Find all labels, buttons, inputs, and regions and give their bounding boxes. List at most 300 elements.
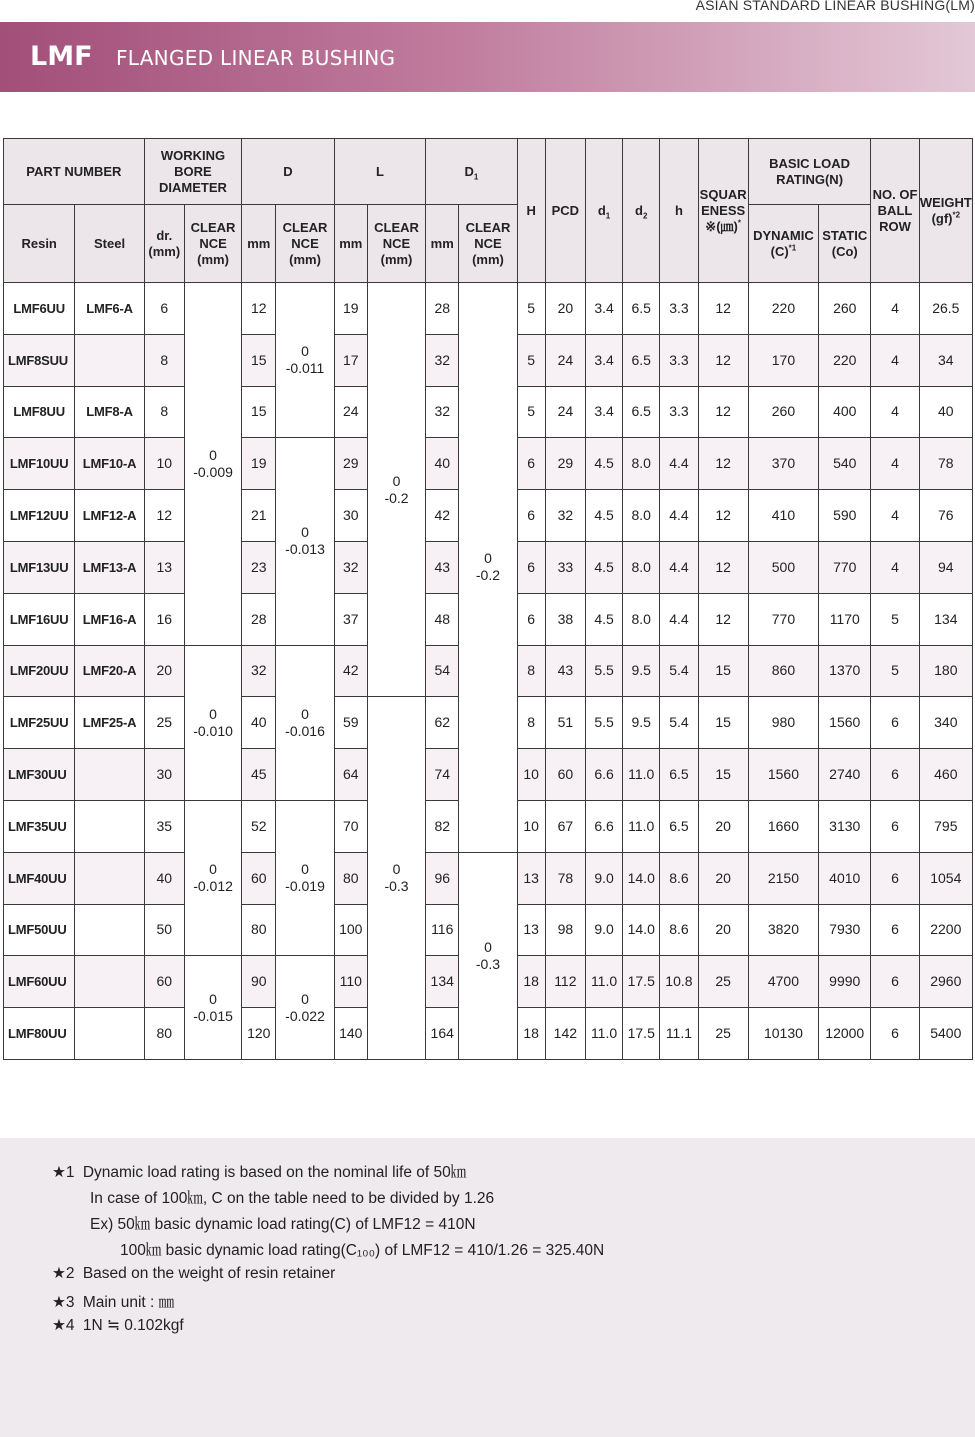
bolt-hole-d2: 17.5 (623, 1008, 660, 1060)
outer-diameter: 52 (242, 800, 276, 852)
counterbore-depth: 3.3 (660, 283, 698, 335)
tolerance-lower: -0.2 (475, 567, 501, 584)
ball-row-count: 6 (871, 904, 919, 956)
table-row (4, 283, 973, 335)
bore-diameter: 6 (144, 283, 184, 335)
bolt-hole-d2: 9.5 (623, 697, 660, 749)
bolt-hole-d1: 6.6 (585, 800, 622, 852)
squareness: 12 (698, 386, 748, 438)
header-part-number: PART NUMBER (4, 139, 145, 205)
bore-diameter: 8 (144, 386, 184, 438)
counterbore-depth: 6.5 (660, 800, 698, 852)
part-number-resin: LMF8SUU (4, 334, 75, 386)
footnote-line (52, 1160, 466, 1182)
footnote-text: 100㎞ basic dynamic load rating(C₁₀₀) of LMF12 = 410/1.26 = 325.40N (120, 1242, 605, 1259)
dynamic-load-rating: 10130 (748, 1008, 818, 1060)
length: 29 (334, 438, 367, 490)
pitch-circle-diameter: 112 (545, 956, 585, 1008)
outer-diameter: 15 (242, 386, 276, 438)
header-h: h (660, 139, 698, 283)
series-code: LMF (30, 41, 93, 72)
dynamic-load-rating: 500 (748, 541, 818, 593)
tolerance-upper: 0 (209, 861, 217, 878)
outer-diameter-clearance (276, 956, 334, 1060)
static-load-rating: 3130 (819, 800, 871, 852)
part-number-steel: LMF25-A (75, 697, 144, 749)
part-number-steel (75, 800, 144, 852)
counterbore-depth: 8.6 (660, 852, 698, 904)
counterbore-depth: 10.8 (660, 956, 698, 1008)
header-d1: $d_1$ (585, 139, 622, 283)
bolt-hole-d1: 11.0 (585, 1008, 622, 1060)
flange-thickness: 10 (517, 749, 545, 801)
pitch-circle-diameter: 67 (545, 800, 585, 852)
counterbore-depth: 3.3 (660, 386, 698, 438)
header-dr-clearance: CLEAR NCE (mm) (184, 205, 241, 283)
pitch-circle-diameter: 29 (545, 438, 585, 490)
outer-diameter-clearance (276, 283, 334, 438)
length-clearance (367, 283, 425, 697)
flange-diameter: 164 (426, 1008, 459, 1060)
tolerance-lower: -0.012 (193, 878, 233, 895)
ball-row-count: 5 (871, 593, 919, 645)
part-number-resin: LMF50UU (4, 904, 75, 956)
bolt-hole-d2: 17.5 (623, 956, 660, 1008)
ball-row-count: 5 (871, 645, 919, 697)
tolerance-upper: 0 (301, 524, 309, 541)
bolt-hole-d1: 4.5 (585, 541, 622, 593)
tolerance-lower: -0.009 (193, 463, 233, 480)
flange-thickness: 6 (517, 490, 545, 542)
squareness: 15 (698, 697, 748, 749)
dynamic-load-rating: 1560 (748, 749, 818, 801)
tolerance-lower: -0.016 (285, 722, 325, 739)
header-PCD: PCD (545, 139, 585, 283)
part-number-steel: LMF13-A (75, 541, 144, 593)
dynamic-load-rating: 4700 (748, 956, 818, 1008)
counterbore-depth: 4.4 (660, 541, 698, 593)
bore-diameter: 50 (144, 904, 184, 956)
bolt-hole-d1: 6.6 (585, 749, 622, 801)
header-L-clearance: CLEAR NCE (mm) (367, 205, 425, 283)
flange-diameter-clearance (459, 852, 517, 1059)
bolt-hole-d2: 14.0 (623, 852, 660, 904)
ball-row-count: 6 (871, 800, 919, 852)
static-load-rating: 260 (819, 283, 871, 335)
part-number-resin: LMF60UU (4, 956, 75, 1008)
flange-diameter: 54 (426, 645, 459, 697)
ball-row-count: 6 (871, 1008, 919, 1060)
flange-diameter: 43 (426, 541, 459, 593)
bolt-hole-d1: 3.4 (585, 334, 622, 386)
pitch-circle-diameter: 142 (545, 1008, 585, 1060)
weight: 2960 (919, 956, 972, 1008)
flange-thickness: 5 (517, 283, 545, 335)
static-load-rating: 400 (819, 386, 871, 438)
header-D1: $D_1$ (426, 139, 517, 205)
part-number-resin: LMF20UU (4, 645, 75, 697)
static-load-rating: 590 (819, 490, 871, 542)
outer-diameter: 45 (242, 749, 276, 801)
header-steel: Steel (75, 205, 144, 283)
footnote-line (90, 1212, 476, 1234)
part-number-steel: LMF16-A (75, 593, 144, 645)
flange-thickness: 18 (517, 1008, 545, 1060)
bolt-hole-d2: 8.0 (623, 541, 660, 593)
tolerance-lower: -0.013 (285, 541, 325, 558)
ball-row-count: 6 (871, 697, 919, 749)
pitch-circle-diameter: 98 (545, 904, 585, 956)
pitch-circle-diameter: 43 (545, 645, 585, 697)
flange-thickness: 5 (517, 386, 545, 438)
dynamic-load-rating: 770 (748, 593, 818, 645)
header-dynamic: DYNAMIC $(C)^{*1}$ (748, 205, 818, 283)
tolerance-upper: 0 (392, 472, 401, 489)
flange-thickness: 8 (517, 697, 545, 749)
outer-diameter-clearance (276, 438, 334, 645)
bore-diameter: 35 (144, 800, 184, 852)
part-number-steel (75, 1008, 144, 1060)
length: 70 (334, 800, 367, 852)
specification-table (3, 138, 973, 1060)
tolerance-lower: -0.2 (384, 489, 409, 506)
flange-thickness: 6 (517, 593, 545, 645)
tolerance-lower: -0.3 (384, 878, 409, 895)
bolt-hole-d1: 11.0 (585, 956, 622, 1008)
part-number-resin: LMF25UU (4, 697, 75, 749)
flange-diameter: 48 (426, 593, 459, 645)
flange-diameter: 32 (426, 386, 459, 438)
outer-diameter: 12 (242, 283, 276, 335)
tolerance-lower: -0.022 (285, 1007, 325, 1024)
counterbore-depth: 6.5 (660, 749, 698, 801)
tolerance-upper: 0 (484, 938, 492, 955)
bolt-hole-d2: 9.5 (623, 645, 660, 697)
footnotes-panel (0, 1138, 975, 1437)
part-number-steel (75, 852, 144, 904)
squareness: 25 (698, 1008, 748, 1060)
tolerance-upper: 0 (209, 705, 217, 722)
tolerance-upper: 0 (392, 861, 401, 878)
bolt-hole-d1: 3.4 (585, 283, 622, 335)
flange-thickness: 13 (517, 904, 545, 956)
bore-clearance (184, 800, 241, 955)
pitch-circle-diameter: 33 (545, 541, 585, 593)
bolt-hole-d2: 6.5 (623, 334, 660, 386)
flange-diameter: 134 (426, 956, 459, 1008)
tolerance-lower: -0.015 (193, 1007, 233, 1024)
length-clearance (367, 697, 425, 1060)
weight: 1054 (919, 852, 972, 904)
footnote-text: Dynamic load rating is based on the nominal life of 50㎞ (82, 1164, 467, 1181)
weight: 795 (919, 800, 972, 852)
outer-diameter: 28 (242, 593, 276, 645)
flange-thickness: 8 (517, 645, 545, 697)
flange-diameter: 96 (426, 852, 459, 904)
dynamic-load-rating: 2150 (748, 852, 818, 904)
part-number-steel: LMF12-A (75, 490, 144, 542)
static-load-rating: 4010 (819, 852, 871, 904)
bore-clearance (184, 956, 241, 1060)
dynamic-load-rating: 860 (748, 645, 818, 697)
outer-diameter: 80 (242, 904, 276, 956)
weight: 94 (919, 541, 972, 593)
outer-diameter-clearance (276, 645, 334, 800)
outer-diameter: 90 (242, 956, 276, 1008)
bolt-hole-d1: 4.5 (585, 593, 622, 645)
footnote-line (120, 1238, 604, 1260)
part-number-steel (75, 334, 144, 386)
bore-diameter: 20 (144, 645, 184, 697)
squareness: 12 (698, 541, 748, 593)
static-load-rating: 220 (819, 334, 871, 386)
part-number-resin: LMF30UU (4, 749, 75, 801)
header-weight: WEIGHT (gf)$^{*2}$ (919, 139, 972, 283)
header-D: D (242, 139, 334, 205)
length: 140 (334, 1008, 367, 1060)
length: 17 (334, 334, 367, 386)
bolt-hole-d2: 6.5 (623, 283, 660, 335)
squareness: 12 (698, 283, 748, 335)
flange-diameter: 40 (426, 438, 459, 490)
counterbore-depth: 4.4 (660, 593, 698, 645)
footnote-text: Ex) 50㎞ basic dynamic load rating(C) of LMF12 = 410N (90, 1216, 476, 1233)
bore-diameter: 60 (144, 956, 184, 1008)
counterbore-depth: 5.4 (660, 697, 698, 749)
part-number-resin: LMF40UU (4, 852, 75, 904)
part-number-resin: LMF8UU (4, 386, 75, 438)
dynamic-load-rating: 980 (748, 697, 818, 749)
footnote-text: In case of 100㎞, C on the table need to be divided by 1.26 (90, 1190, 495, 1207)
weight: 26.5 (919, 283, 972, 335)
bore-diameter: 25 (144, 697, 184, 749)
static-load-rating: 540 (819, 438, 871, 490)
header-d2: $d_2$ (623, 139, 660, 283)
weight: 134 (919, 593, 972, 645)
dynamic-load-rating: 1660 (748, 800, 818, 852)
header-D-mm: mm (242, 205, 276, 283)
footnote-star: ★2 (52, 1265, 79, 1282)
dynamic-load-rating: 170 (748, 334, 818, 386)
static-load-rating: 7930 (819, 904, 871, 956)
ball-row-count: 4 (871, 438, 919, 490)
counterbore-depth: 4.4 (660, 490, 698, 542)
static-load-rating: 9990 (819, 956, 871, 1008)
outer-diameter: 32 (242, 645, 276, 697)
flange-thickness: 18 (517, 956, 545, 1008)
flange-diameter: 62 (426, 697, 459, 749)
pitch-circle-diameter: 78 (545, 852, 585, 904)
part-number-steel (75, 956, 144, 1008)
tolerance-upper: 0 (484, 550, 492, 567)
footnote-text: Main unit : ㎜ (82, 1294, 175, 1311)
squareness: 12 (698, 490, 748, 542)
bore-diameter: 16 (144, 593, 184, 645)
bore-diameter: 40 (144, 852, 184, 904)
length: 64 (334, 749, 367, 801)
counterbore-depth: 4.4 (660, 438, 698, 490)
header-D1-clearance: CLEAR NCE (mm) (459, 205, 517, 283)
part-number-resin: LMF80UU (4, 1008, 75, 1060)
tolerance-upper: 0 (301, 990, 309, 1007)
flange-thickness: 6 (517, 438, 545, 490)
bolt-hole-d1: 5.5 (585, 645, 622, 697)
tolerance-upper: 0 (209, 990, 217, 1007)
part-number-steel: LMF10-A (75, 438, 144, 490)
outer-diameter: 60 (242, 852, 276, 904)
weight: 40 (919, 386, 972, 438)
counterbore-depth: 3.3 (660, 334, 698, 386)
weight: 180 (919, 645, 972, 697)
bolt-hole-d1: 4.5 (585, 490, 622, 542)
static-load-rating: 1170 (819, 593, 871, 645)
weight: 5400 (919, 1008, 972, 1060)
header-D1-mm: mm (426, 205, 459, 283)
static-load-rating: 12000 (819, 1008, 871, 1060)
flange-diameter: 42 (426, 490, 459, 542)
length: 32 (334, 541, 367, 593)
bore-diameter: 13 (144, 541, 184, 593)
tolerance-lower: -0.010 (193, 722, 233, 739)
squareness: 25 (698, 956, 748, 1008)
squareness: 20 (698, 800, 748, 852)
dynamic-load-rating: 370 (748, 438, 818, 490)
header-L: L (334, 139, 425, 205)
outer-diameter: 21 (242, 490, 276, 542)
pitch-circle-diameter: 38 (545, 593, 585, 645)
tolerance-lower: -0.3 (475, 955, 501, 972)
length: 30 (334, 490, 367, 542)
bolt-hole-d2: 14.0 (623, 904, 660, 956)
bore-clearance (184, 283, 241, 646)
length: 42 (334, 645, 367, 697)
bore-diameter: 12 (144, 490, 184, 542)
length: 110 (334, 956, 367, 1008)
header-D-clearance: CLEAR NCE (mm) (276, 205, 334, 283)
weight: 78 (919, 438, 972, 490)
static-load-rating: 1560 (819, 697, 871, 749)
tolerance-lower: -0.011 (285, 360, 325, 377)
bolt-hole-d1: 5.5 (585, 697, 622, 749)
squareness: 12 (698, 438, 748, 490)
weight: 2200 (919, 904, 972, 956)
pitch-circle-diameter: 24 (545, 334, 585, 386)
pitch-circle-diameter: 20 (545, 283, 585, 335)
flange-diameter: 82 (426, 800, 459, 852)
bolt-hole-d1: 9.0 (585, 904, 622, 956)
footnote-text: 1N ≒ 0.102kgf (82, 1317, 184, 1334)
flange-diameter: 74 (426, 749, 459, 801)
bore-diameter: 80 (144, 1008, 184, 1060)
part-number-steel (75, 904, 144, 956)
footnote-line (52, 1290, 174, 1312)
outer-diameter: 120 (242, 1008, 276, 1060)
flange-diameter: 32 (426, 334, 459, 386)
table-row (4, 852, 973, 904)
dynamic-load-rating: 3820 (748, 904, 818, 956)
tolerance-upper: 0 (301, 705, 309, 722)
flange-diameter: 116 (426, 904, 459, 956)
dynamic-load-rating: 410 (748, 490, 818, 542)
header-dr: dr. (mm) (144, 205, 184, 283)
bore-diameter: 10 (144, 438, 184, 490)
length: 37 (334, 593, 367, 645)
weight: 340 (919, 697, 972, 749)
part-number-resin: LMF35UU (4, 800, 75, 852)
ball-row-count: 4 (871, 334, 919, 386)
length: 100 (334, 904, 367, 956)
bore-diameter: 8 (144, 334, 184, 386)
squareness: 15 (698, 645, 748, 697)
footnote-line (52, 1264, 335, 1283)
pitch-circle-diameter: 60 (545, 749, 585, 801)
section-label: ASIAN STANDARD LINEAR BUSHING(LM) (695, 0, 975, 13)
header-H: H (517, 139, 545, 283)
dynamic-load-rating: 220 (748, 283, 818, 335)
part-number-steel: LMF6-A (75, 283, 144, 335)
header-resin: Resin (4, 205, 75, 283)
part-number-resin: LMF6UU (4, 283, 75, 335)
footnote-text: Based on the weight of resin retainer (82, 1265, 336, 1282)
tolerance-upper: 0 (301, 861, 309, 878)
bolt-hole-d1: 9.0 (585, 852, 622, 904)
footnote-line (52, 1316, 184, 1335)
bolt-hole-d2: 8.0 (623, 438, 660, 490)
footnote-star: ★1 (52, 1164, 79, 1181)
part-number-resin: LMF12UU (4, 490, 75, 542)
counterbore-depth: 11.1 (660, 1008, 698, 1060)
tolerance-upper: 0 (301, 343, 309, 360)
header-basic-load-rating: BASIC LOAD RATING(N) (748, 139, 871, 205)
outer-diameter-clearance (276, 800, 334, 955)
part-number-resin: LMF10UU (4, 438, 75, 490)
pitch-circle-diameter: 51 (545, 697, 585, 749)
header-L-mm: mm (334, 205, 367, 283)
pitch-circle-diameter: 32 (545, 490, 585, 542)
bolt-hole-d1: 3.4 (585, 386, 622, 438)
squareness: 20 (698, 904, 748, 956)
table-body (4, 283, 973, 1060)
counterbore-depth: 8.6 (660, 904, 698, 956)
static-load-rating: 2740 (819, 749, 871, 801)
footnote-star: ★3 (52, 1294, 79, 1311)
header-working-bore-diameter: WORKING BORE DIAMETER (144, 139, 242, 205)
pitch-circle-diameter: 24 (545, 386, 585, 438)
static-load-rating: 1370 (819, 645, 871, 697)
tolerance-upper: 0 (209, 446, 217, 463)
flange-thickness: 13 (517, 852, 545, 904)
ball-row-count: 4 (871, 490, 919, 542)
squareness: 12 (698, 593, 748, 645)
footnote-star: ★4 (52, 1317, 79, 1334)
length: 24 (334, 386, 367, 438)
title-banner (0, 22, 975, 92)
part-number-steel (75, 749, 144, 801)
weight: 34 (919, 334, 972, 386)
flange-diameter-clearance (459, 283, 517, 853)
part-number-steel: LMF20-A (75, 645, 144, 697)
squareness: 20 (698, 852, 748, 904)
length: 19 (334, 283, 367, 335)
squareness: 12 (698, 334, 748, 386)
part-number-resin: LMF16UU (4, 593, 75, 645)
outer-diameter: 40 (242, 697, 276, 749)
weight: 76 (919, 490, 972, 542)
flange-diameter: 28 (426, 283, 459, 335)
outer-diameter: 23 (242, 541, 276, 593)
bolt-hole-d2: 6.5 (623, 386, 660, 438)
flange-thickness: 6 (517, 541, 545, 593)
